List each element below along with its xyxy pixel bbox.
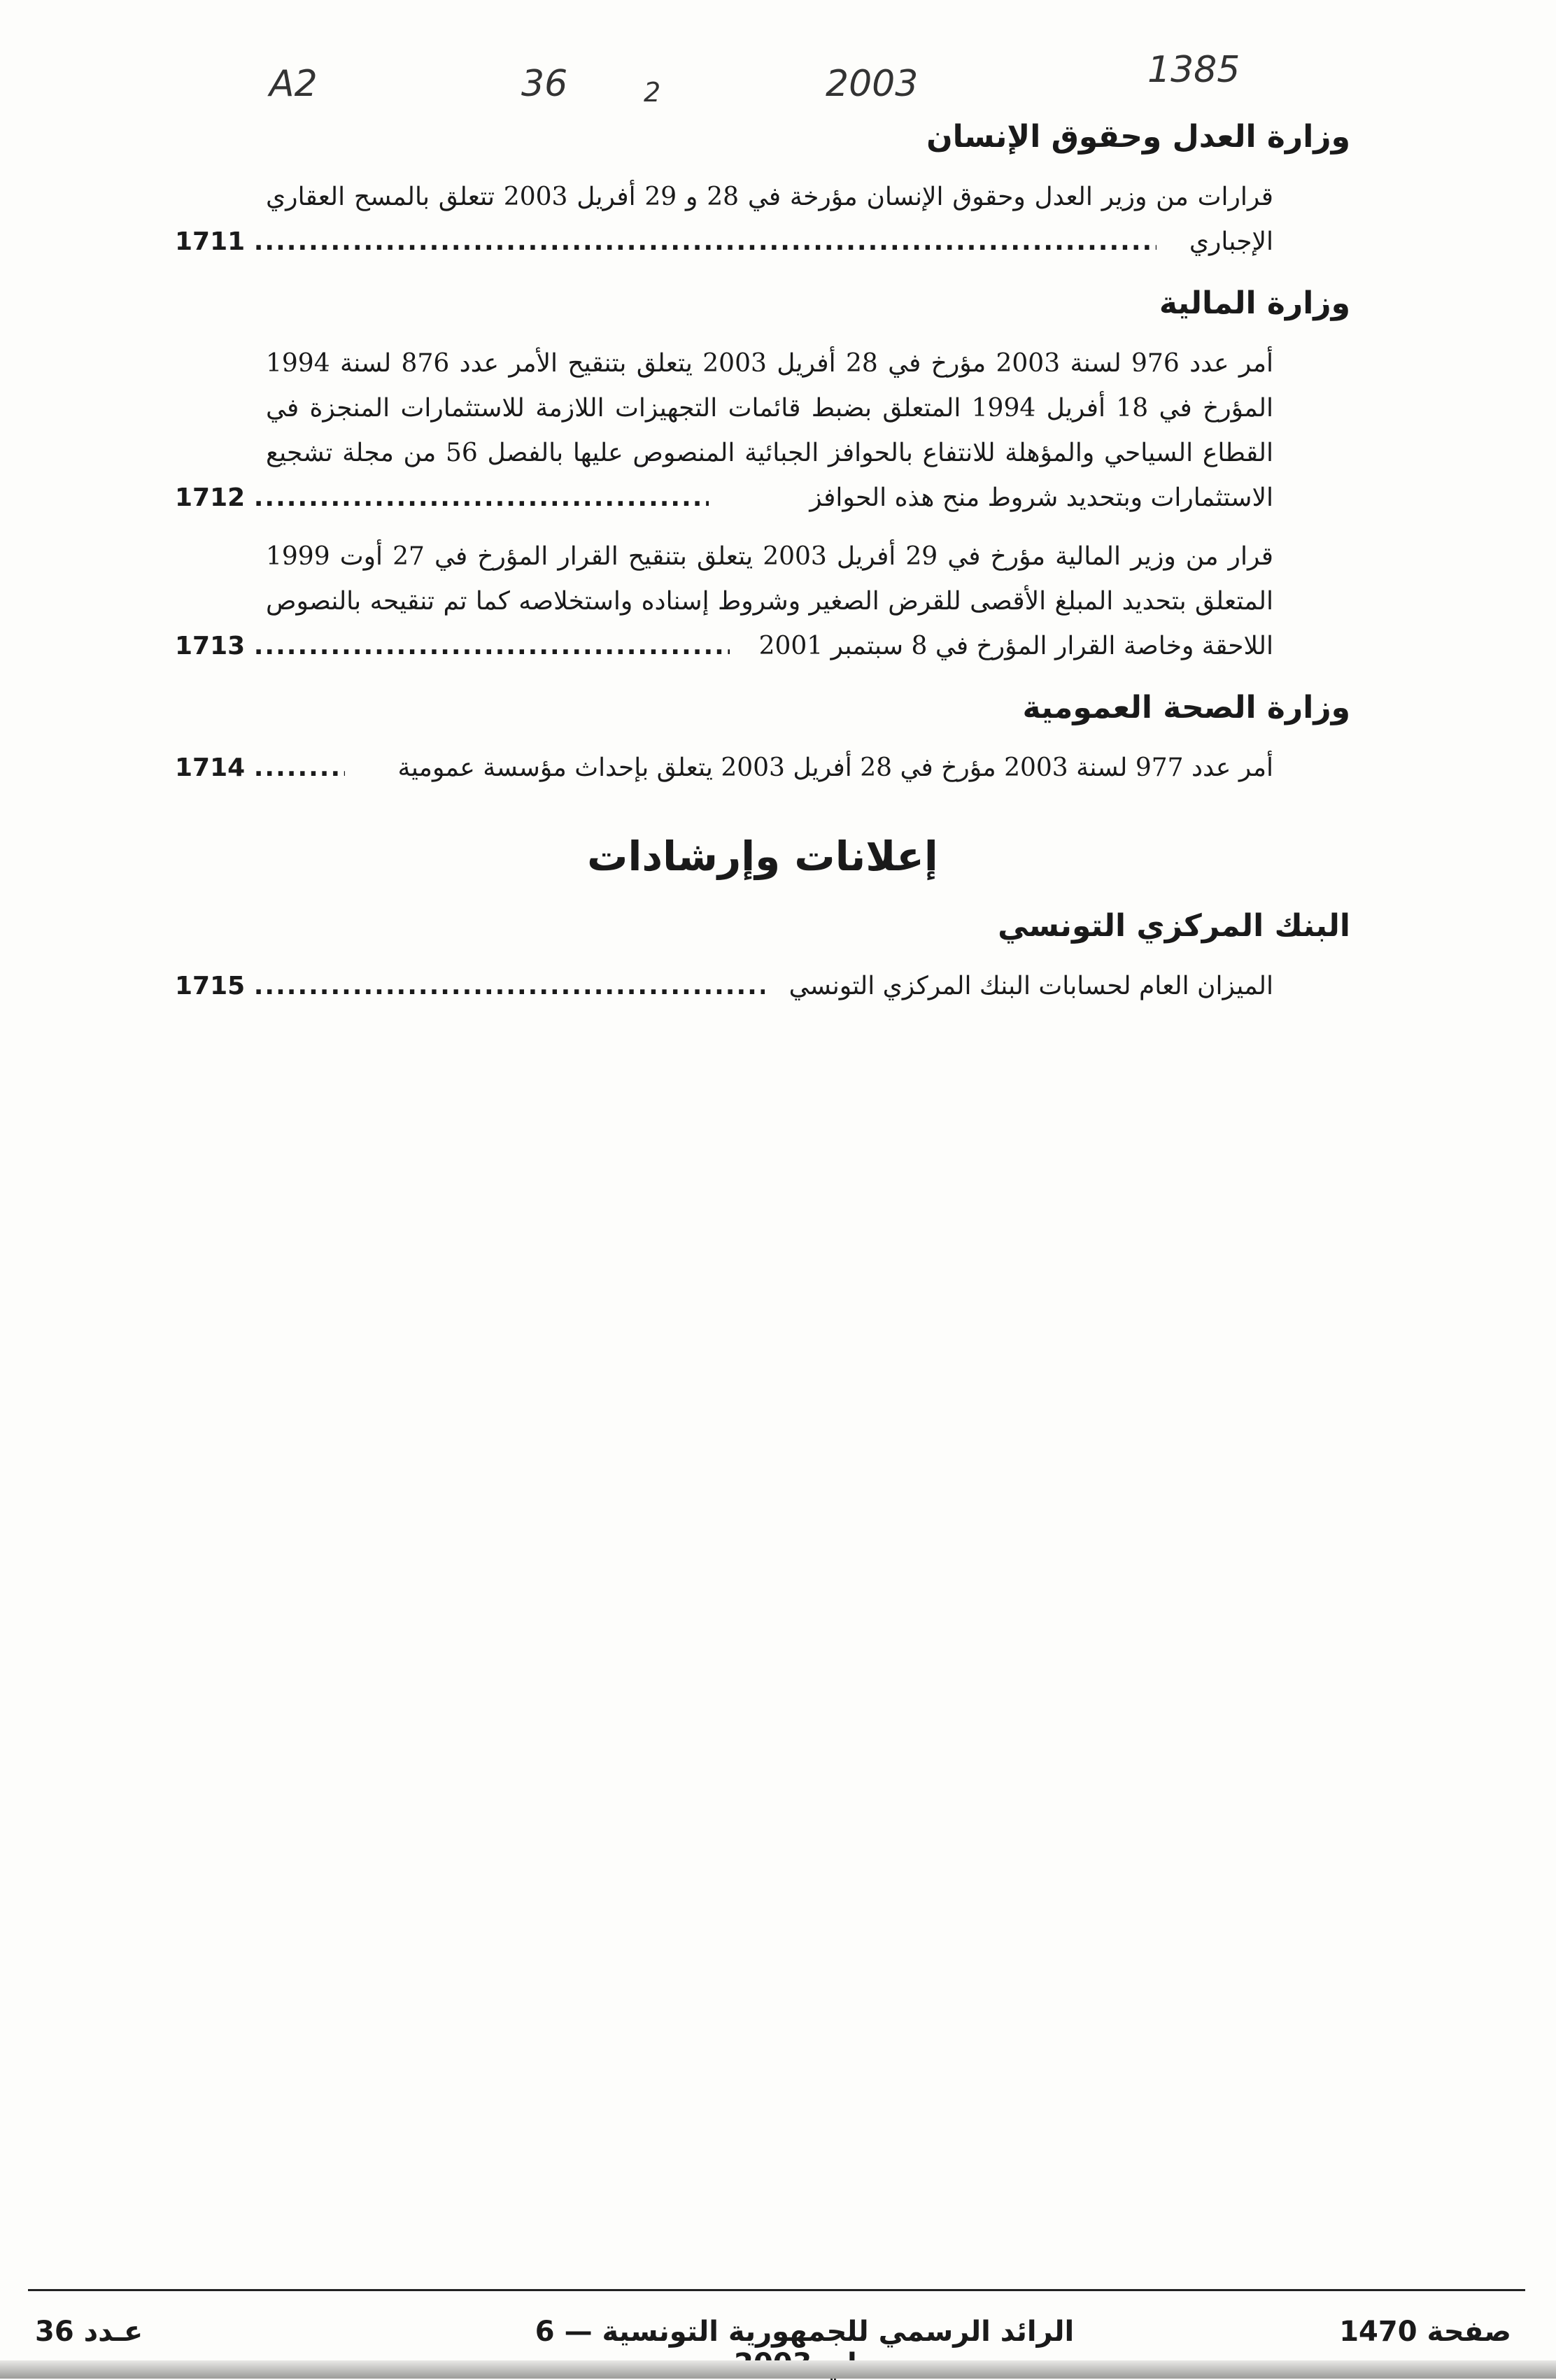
handwritten-note: 2003 bbox=[826, 63, 919, 105]
section-health bbox=[175, 683, 1350, 791]
leader-dots bbox=[254, 746, 345, 791]
section-heading: وزارة العدل وحقوق الإنسان bbox=[926, 119, 1350, 155]
page-number: 1712 bbox=[175, 483, 246, 512]
page-number: 1715 bbox=[175, 972, 246, 1000]
entry-text: أمر عدد 977 لسنة 2003 مؤرخ في 28 أفريل 2003 يتعلق بإحداث مؤسسة عمومية bbox=[397, 753, 1273, 782]
section-finance bbox=[175, 278, 1350, 669]
announcements-title: إعلانات وإرشادات bbox=[587, 833, 938, 880]
entry-page-number bbox=[175, 746, 345, 791]
entry-text: قرار من وزير المالية مؤرخ في 29 أفريل 2003 يتعلق بتنقيح القرار المؤرخ في 27 أوت 1999 المتعلق بتحديد المبلغ الأقصى للقرض الصغير وشروط إسناده واستخلاصه كما تم تنقيحه بالنصوص اللاحقة وخاصة القرار المؤرخ في 8 سبتمبر 2001 bbox=[266, 542, 1274, 660]
page-label: صفحة 1470 bbox=[1339, 2316, 1511, 2348]
table-of-contents bbox=[175, 112, 1350, 1023]
toc-entry[interactable] bbox=[175, 175, 1350, 264]
publication-title: الرائد الرسمي للجمهورية التونسية — 6 bbox=[535, 2316, 1075, 2348]
leader-dots bbox=[254, 220, 1157, 264]
toc-entry[interactable] bbox=[175, 964, 1350, 1009]
entry-text: أمر عدد 976 لسنة 2003 مؤرخ في 28 أفريل 2003 يتعلق بتنقيح الأمر عدد 876 لسنة 1994 المؤرخ في 18 أفريل 1994 المتعلق بضبط قائمات التجهيزات اللازمة للاستثمارات المنجزة في القطاع السياحي والمؤهلة للانتفاع بالحوافز الجبائية المنصوص عليها بالفصل 56 من مجلة تشجيع الاستثمارات وبتحديد شروط منح هذه الحوافز bbox=[266, 349, 1273, 512]
page-footer bbox=[28, 2316, 1525, 2365]
handwritten-note: 2 bbox=[644, 77, 661, 108]
entry-page-number bbox=[175, 220, 1157, 264]
leader-dots bbox=[254, 964, 765, 1009]
entry-page-number bbox=[175, 624, 730, 669]
section-heading: وزارة الصحة العمومية bbox=[1022, 690, 1350, 725]
handwritten-note: 36 bbox=[521, 63, 568, 105]
handwritten-note: 1385 bbox=[1147, 49, 1240, 91]
issue-number: عـدد 36 bbox=[35, 2316, 143, 2348]
entry-text: قرارات من وزير العدل وحقوق الإنسان مؤرخة في 28 و 29 أفريل 2003 تتعلق بالمسح العقاري الإجباري bbox=[266, 183, 1273, 256]
scan-edge bbox=[0, 2360, 1556, 2379]
section-justice bbox=[175, 112, 1350, 264]
section-heading: وزارة المالية bbox=[1159, 285, 1350, 321]
section-central-bank bbox=[175, 901, 1350, 1009]
entry-page-number bbox=[175, 964, 765, 1009]
footer-divider bbox=[28, 2289, 1525, 2291]
toc-entry[interactable] bbox=[175, 341, 1350, 520]
page-number: 1711 bbox=[175, 227, 246, 256]
entry-page-number bbox=[175, 476, 709, 520]
toc-entry[interactable] bbox=[175, 746, 1350, 791]
toc-entry[interactable] bbox=[175, 534, 1350, 669]
section-heading: البنك المركزي التونسي bbox=[998, 908, 1350, 944]
page-number: 1714 bbox=[175, 753, 246, 782]
page-number: 1713 bbox=[175, 632, 246, 660]
leader-dots bbox=[254, 624, 730, 669]
leader-dots bbox=[254, 476, 709, 520]
handwritten-note: A2 bbox=[269, 63, 318, 105]
entry-text: الميزان العام لحسابات البنك المركزي التونسي bbox=[788, 972, 1273, 1000]
